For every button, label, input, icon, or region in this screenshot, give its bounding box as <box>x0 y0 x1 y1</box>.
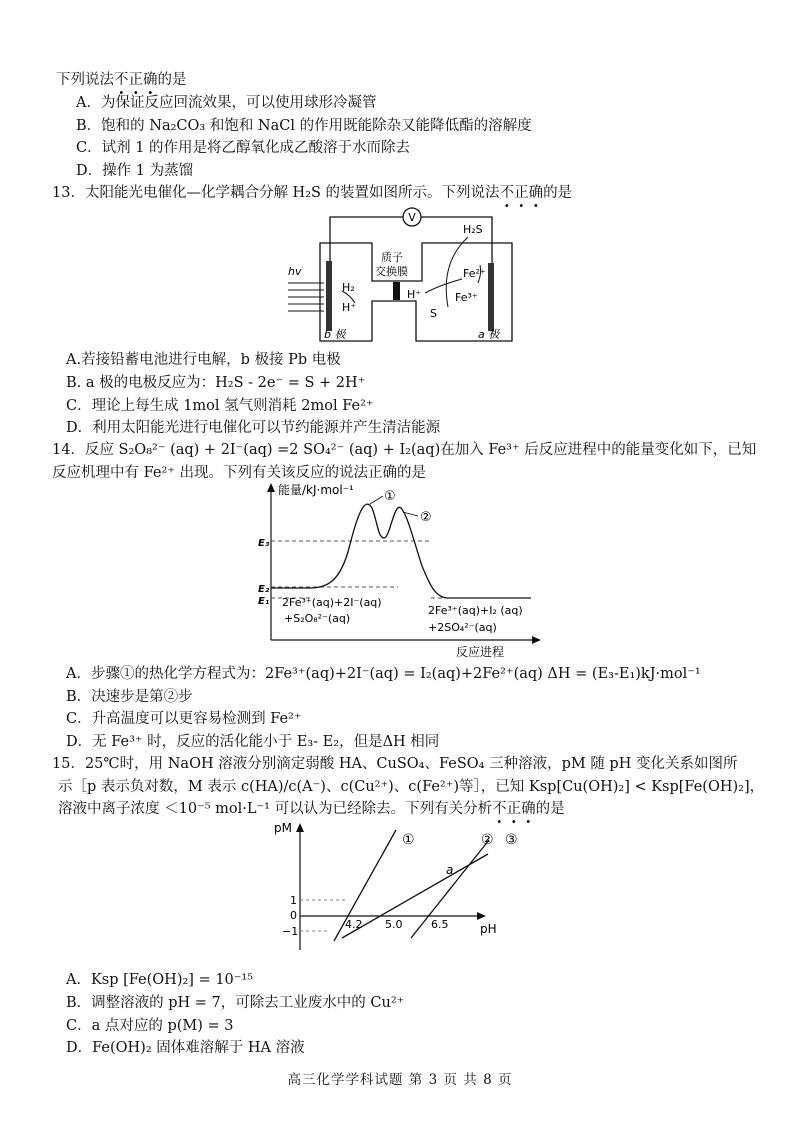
hv-label: hv <box>288 265 302 278</box>
q15-option-c: C．a 点对应的 p(M) = 3 <box>66 1018 234 1034</box>
x-6-5: 6.5 <box>431 918 449 931</box>
tick-0: 0 <box>290 909 297 922</box>
q14-option-a: A．步骤①的热化学方程式为：2Fe³⁺(aq)+2I⁻(aq) = I₂(aq)+2Fe²⁺(aq) ΔH = (E₃-E₁)kJ·mol⁻¹ <box>66 666 701 682</box>
line2-label: ② <box>481 832 494 848</box>
q15-stem-line3: 溶液中离子浓度 ＜10⁻⁵ mol·L⁻¹ 可以认为已经除去。下列有关分析不正确的是 <box>58 801 565 817</box>
b-electrode <box>326 261 332 331</box>
fe2-label: Fe²⁺ <box>463 267 486 280</box>
q14-option-d: D．无 Fe³⁺ 时，反应的活化能小于 E₃- E₂，但是ΔH 相同 <box>66 734 440 750</box>
line1-label: ① <box>402 832 415 848</box>
a-electrode <box>488 263 494 331</box>
q13-option-c: C．理论上每生成 1mol 氢气则消耗 2mol Fe²⁺ <box>66 398 374 414</box>
q15-stem-line1: 15．25℃时，用 NaOH 溶液分别滴定弱酸 HA、CuSO₄、FeSO₄ 三种溶液，pM 随 pH 变化关系如图所 <box>52 756 738 772</box>
reaction-curve <box>271 504 531 598</box>
x-5-0: 5.0 <box>385 918 403 931</box>
energy-xlabel: 反应进程 <box>456 645 505 659</box>
energy-diagram <box>248 480 548 662</box>
h2-label: H₂ <box>342 281 355 294</box>
q14-stem-line1: 14．反应 S₂O₈²⁻ (aq) + 2I⁻(aq) =2 SO₄²⁻ (aq) + I₂(aq)在加入 Fe³⁺ 后反应进程中的能量变化如下，已知 <box>52 442 757 458</box>
membrane-label-2: 交换膜 <box>375 265 408 278</box>
q14-stem-line2: 反应机理中有 Fe²⁺ 出现。下列有关该反应的说法正确的是 <box>52 465 427 481</box>
q12-stem: 下列说法不正确的是 <box>56 72 187 88</box>
q12-option-d: D．操作 1 为蒸馏 <box>76 163 194 179</box>
q13-option-a: A.若接铅蓄电池进行电解，b 极接 Pb 电极 <box>66 352 341 368</box>
electrolysis-cell-figure <box>280 203 525 348</box>
membrane-label-1: 质子 <box>381 251 403 264</box>
tick-1: 1 <box>290 894 297 907</box>
q15-stem-line2: 示［p 表示负对数，M 表示 c(HA)/c(A⁻)、c(Cu²⁺)、c(Fe²⁺)等］，已知 Ksp[Cu(OH)₂] < Ksp[Fe(OH)₂]， <box>58 779 765 795</box>
q12-option-c: C．试剂 1 的作用是将乙醇氧化成乙酸溶于水而除去 <box>76 140 411 156</box>
fe3-label: Fe³⁺ <box>455 291 478 304</box>
q14-option-b: B．决速步是第②步 <box>66 689 193 705</box>
s-label: S <box>430 307 437 320</box>
product-label-1: 2Fe³⁺(aq)+I₂ (aq) <box>428 604 523 617</box>
e3-label: E₃ <box>258 538 270 549</box>
q13-option-d: D．利用太阳能光进行电催化可以节约能源并产生清洁能源 <box>66 420 441 436</box>
a-electrode-label: a 极 <box>478 328 500 341</box>
q15-option-b: B．调整溶液的 pH = 7，可除去工业废水中的 Cu²⁺ <box>66 995 405 1011</box>
e1-label: E₁ <box>258 596 270 607</box>
h2s-label: H₂S <box>463 223 483 236</box>
e2-label: E₂ <box>258 584 270 595</box>
q13-option-b: B. a 极的电极反应为：H₂S - 2e⁻ = S + 2H⁺ <box>66 375 366 391</box>
q12-option-b: B．饱和的 Na₂CO₃ 和饱和 NaCl 的作用既能除杂又能降低酯的溶解度 <box>76 118 532 134</box>
line3-label: ③ <box>505 832 518 848</box>
line-steep <box>411 840 489 938</box>
q15-option-d: D．Fe(OH)₂ 固体难溶解于 HA 溶液 <box>66 1040 305 1056</box>
point-a-label: a <box>446 863 454 877</box>
reactant-label-1: 2Fe³⁺(aq)+2I⁻(aq) <box>282 596 382 609</box>
light-arrows <box>288 283 324 311</box>
energy-ylabel: 能量/kJ·mol⁻¹ <box>278 483 354 497</box>
q14-option-c: C．升高温度可以更容易检测到 Fe²⁺ <box>66 711 302 727</box>
hplus-left-label: H⁺ <box>342 301 357 314</box>
voltmeter-label: V <box>408 211 416 224</box>
hplus-right-label: H⁺ <box>407 288 422 301</box>
page-footer: 高三化学学科试题 第 3 页 共 8 页 <box>287 1072 513 1088</box>
step2-label: ② <box>420 510 432 525</box>
line-2-3 <box>342 854 488 938</box>
pm-ph-graph <box>268 818 538 956</box>
reactant-label-2: +S₂O₈²⁻(aq) <box>284 612 351 625</box>
tick-m1: −1 <box>282 925 299 938</box>
proton-membrane <box>393 282 400 300</box>
product-label-2: +2SO₄²⁻(aq) <box>428 621 497 634</box>
q13-stem: 13．太阳能光电催化—化学耦合分解 H₂S 的装置如图所示。下列说法不正确的是 <box>52 185 573 201</box>
step1-label: ① <box>384 489 396 504</box>
q15-option-a: A．Ksp [Fe(OH)₂] = 10⁻¹⁵ <box>66 972 254 988</box>
x-4-2: 4.2 <box>345 918 363 931</box>
ph-label: pH <box>480 922 497 936</box>
b-electrode-label: b 极 <box>324 328 346 341</box>
q12-option-a: A．为保证反应回流效果，可以使用球形冷凝管 <box>76 95 377 111</box>
pm-label: pM <box>274 821 292 835</box>
